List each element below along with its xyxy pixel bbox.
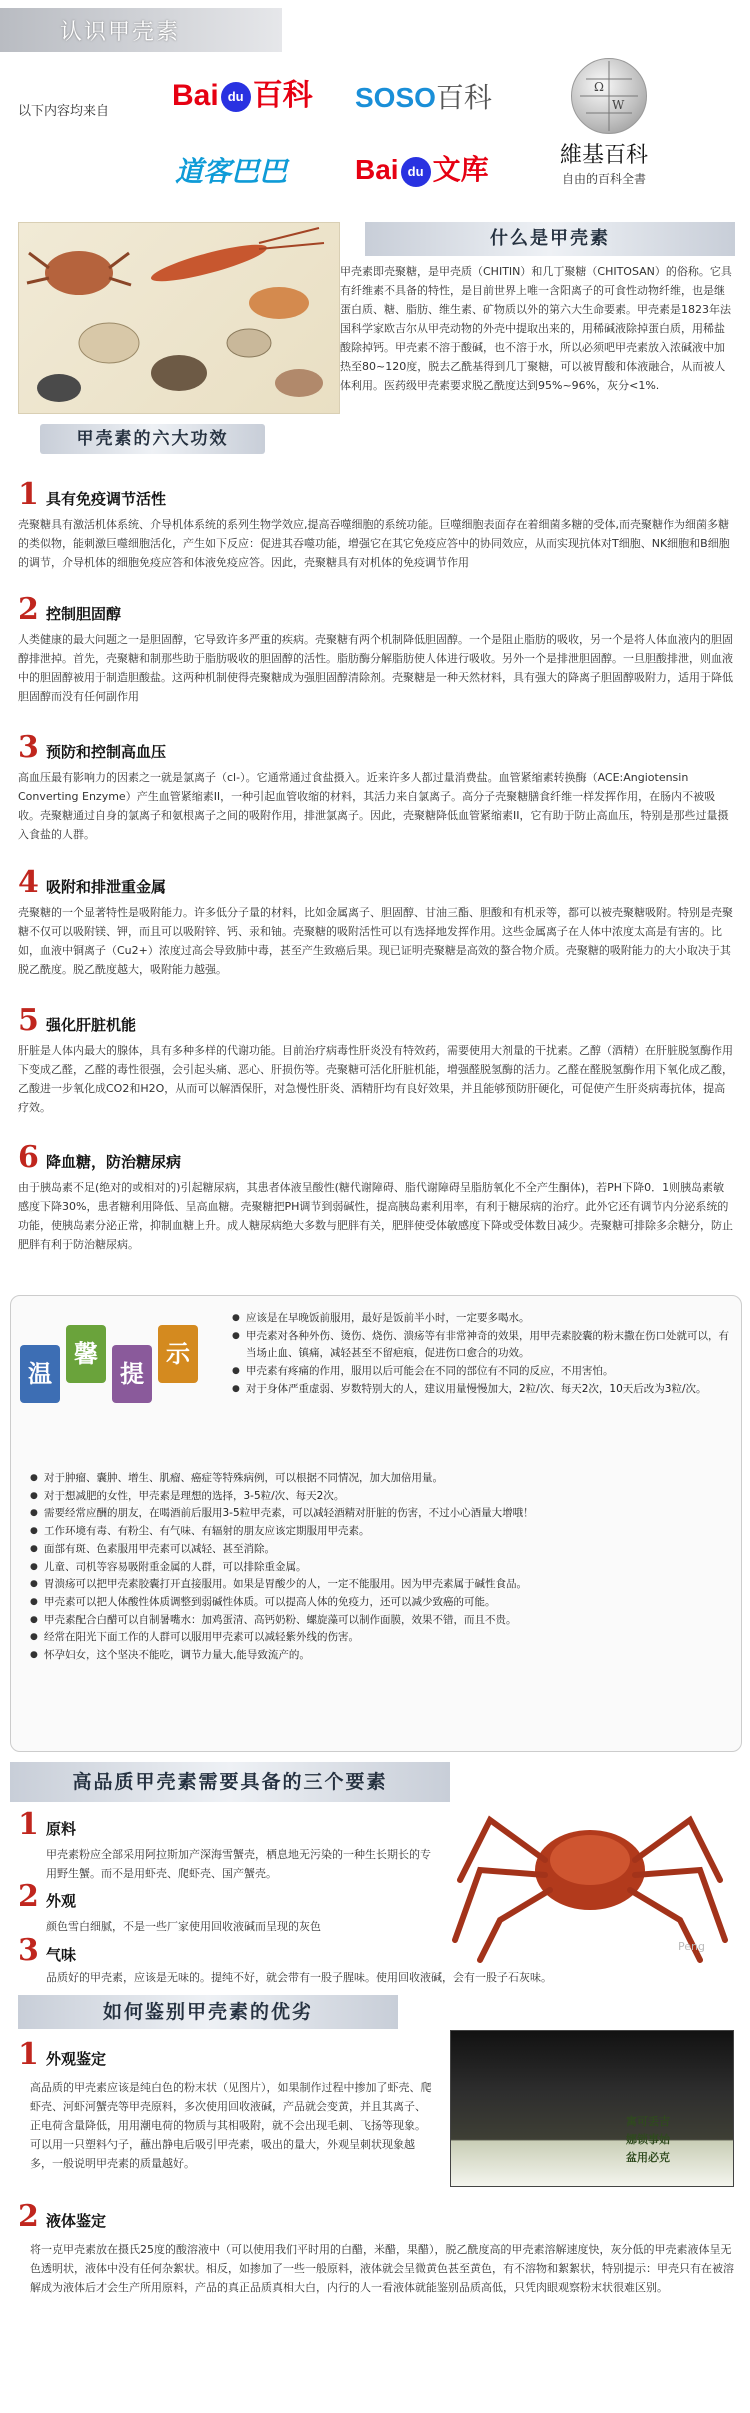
benefit-body: 壳聚糖的一个显著特性是吸附能力。许多低分子量的材料，比如金属离子、胆固醇、甘油三酯、胆酸和有机汞等，都可以被壳聚糖吸附。特别是壳聚糖不仅可以吸附镁、钾，而且可以吸附锌、钙、汞和铀。壳聚糖的吸附活性可以有选择地发挥作用。这些金属离子在人体中浓度太高是有害的。比如，血液中铜离子（Cu2+）浓度过高会导致肺中毒，甚至产生致癌后果。现已证明壳聚糖是高效的螯合物介质。壳聚糖的吸附能力的大小取决于其脱乙酰度。脱乙酰度越大，吸附能力越强。 — [18, 906, 733, 976]
wikipedia-globe-icon — [571, 58, 647, 134]
tip-item: ● 对于肿瘤、囊肿、增生、肌瘤、癌症等特殊病例，可以根据不同情况，加大加倍用量。 — [30, 1470, 730, 1488]
sources-note: 以下内容均来自 — [18, 104, 110, 119]
identify-heading: 如何鉴别甲壳素的优劣 — [18, 1995, 398, 2029]
tips-list-right — [232, 1310, 732, 1399]
tip-item: ● 经常在阳光下面工作的人群可以服用甲壳素可以减轻紫外线的伤害。 — [30, 1629, 730, 1647]
wikipedia-subtitle: 自由的百科全書 — [562, 172, 647, 186]
baidu-paw-icon: du — [401, 157, 431, 187]
tip-item: ● 面部有斑、色素服用甲壳素可以减轻、甚至消除。 — [30, 1541, 730, 1559]
soso-baike-logo: SOSO百科 — [355, 82, 492, 113]
baidu-paw-icon: du — [221, 82, 251, 112]
benefit-body: 肝脏是人体内最大的腺体，具有多种多样的代谢功能。目前治疗病毒性肝炎没有特效药，需要使用大剂量的干扰素。乙醇（酒精）在肝脏脱氢酶作用下变成乙醛，乙醛的毒性很强，会引起头痛、恶心、肝损伤等。壳聚糖可活化肝脏机能，增强醛脱氢酶的活力。乙醛在醛脱氢酶作用下氧化成乙酸，乙酸进一步氧化成CO2和H2O，从而可以解酒保肝，对急慢性肝炎、酒精肝均有良好效果，并且能够预防肝硬化，可促使产生肝炎病毒抗体，提高疗效。 — [18, 1044, 733, 1114]
identify-body: 高品质的甲壳素应该是纯白色的粉末状（见图片），如果制作过程中掺加了虾壳、爬虾壳、河虾河蟹壳等甲壳原料，多次使用回收液碱，产品就会变黄，并且其离子、正电荷含量降低，用用潮电荷的物质与其相吸附，就不会出现毛刺、飞扬等现象。可以用一只塑料勺子，蘸出静电后吸引甲壳素，吸出的量大，外观呈刺状现象越多，一般说明甲壳素的质量越好。 — [30, 2081, 432, 2170]
benefit-number: 4 — [18, 865, 39, 900]
benefit-body: 高血压最有影响力的因素之一就是氯离子（cl-）。它通常通过食盐摄入。近来许多人都过量消费盐。血管紧缩素转换酶（ACE:Angiotensin Converting Enzyme）产生血管紧缩素II，一种引起血管收缩的材料，其活力来自氯离子。高分子壳聚糖膳食纤维一样发挥作用，在肠内不被吸收。壳聚糖通过自身的氯离子和氨根离子之间的吸附作用，排泄氯离子。因此，壳聚糖降低血管紧缩素II，它有助于防止高血压，特别是那些过量摄入食盐的人群。 — [18, 771, 729, 841]
page-title: 认识甲壳素 — [60, 19, 181, 45]
tip-item: ● 对于想减肥的女性，甲壳素是理想的选择，3-5粒/次、每天2次。 — [30, 1488, 730, 1506]
six-benefits-heading: 甲壳素的六大功效 — [40, 424, 265, 454]
quality-number: 1 — [18, 1807, 39, 1842]
benefit-title: 吸附和排泄重金属 — [46, 878, 167, 896]
identify-title: 液体鉴定 — [46, 2212, 107, 2230]
benefit-title: 强化肝脏机能 — [46, 1016, 137, 1034]
tip-item: ● 工作环境有毒、有粉尘、有气味、有辐射的朋友应该定期服用甲壳素。 — [30, 1523, 730, 1541]
tip-item: ● 对于身体严重虚弱、岁数特别大的人，建议用量慢慢加大，2粒/次、每天2次，10天后改为3粒/次。 — [232, 1381, 732, 1399]
svg-text:Ω: Ω — [594, 80, 604, 94]
tip-item: ● 怀孕妇女，这个坚决不能吃，调节力量大,能导致流产的。 — [30, 1647, 730, 1665]
benefit-number: 2 — [18, 592, 39, 627]
photo-caption: 寓可丢吉 娜锁事始 盆用必克 — [626, 2115, 670, 2164]
tip-item: ● 甲壳素配合白醋可以自制暑嘴水：加鸡蛋清、高钙奶粉、螺旋藻可以制作面膜，效果不错，而且不贵。 — [30, 1612, 730, 1630]
tip-item: ● 胃溃疡可以把甲壳素胶囊打开直接服用。如果是胃酸少的人，一定不能服用。因为甲壳素属于碱性食品。 — [30, 1576, 730, 1594]
benefit-number: 5 — [18, 1003, 39, 1038]
chitin-powder-photo — [450, 2030, 734, 2187]
quality-body: 颜色雪白细腻，不是一些厂家使用回收液碱而呈现的灰色 — [46, 1920, 321, 1933]
quality-body: 品质好的甲壳素，应该是无味的。提纯不好，就会带有一股子腥味。使用回收液碱，会有一股子石灰味。 — [46, 1971, 552, 1984]
benefit-title: 降血糖，防治糖尿病 — [46, 1153, 182, 1171]
benefit-body: 人类健康的最大问题之一是胆固醇，它导致许多严重的疾病。壳聚糖有两个机制降低胆固醇。一个是阻止脂肪的吸收，另一个是将人体血液内的胆固醇排泄掉。首先，壳聚糖和制那些助于脂肪吸收的胆固醇的活性。脂肪酶分解脂肪使人体进行吸收。另外一个是排泄胆固醇。一旦胆酸排泄，则血液中的胆固醇被用于制造胆酸盐。这两种机制使得壳聚糖成为强胆固醇清除剂。壳聚糖是一种天然材料，具有强大的降离子胆固醇吸附力，适用于降低胆固醇而没有任何副作用 — [18, 633, 733, 703]
identify-title: 外观鉴定 — [46, 2050, 107, 2068]
warm-tips-graphic: 温 馨 提 示 — [20, 1315, 200, 1455]
baidu-wenku-logo: Bai du 文库 — [355, 154, 489, 185]
tip-item: ● 应该是在早晚饭前服用，最好是饭前半小时，一定要多喝水。 — [232, 1310, 732, 1328]
quality-number: 3 — [18, 1933, 39, 1968]
king-crab-photo — [450, 1790, 730, 1965]
benefit-body: 由于胰岛素不足(绝对的或相对的)引起糖尿病，其患者体液呈酸性(糖代谢障碍、脂代谢障碍呈脂肪氧化不全产生酮体)，若PH下降0．1则胰岛素敏感度下降30%，患者糖利用降低、呈高血糖。壳聚糖把PH调节到弱碱性，提高胰岛素利用率，有利于糖尿病的治疗。此外它还有调节内分泌系统的功能，使胰岛素分泌正常，抑制血糖上升。成人糖尿病绝大多数与肥胖有关，肥胖使受体敏感度下降或受体数目减少。壳聚糖可排除多余糖分，防止肥胖有利于防治糖尿病。 — [18, 1181, 733, 1251]
quality-number: 2 — [18, 1879, 39, 1914]
tip-item: ● 儿童、司机等容易吸附重金属的人群，可以排除重金属。 — [30, 1559, 730, 1577]
wikipedia-title: 維基百科 — [560, 143, 649, 168]
tip-item: ● 需要经常应酬的朋友，在喝酒前后服用3-5粒甲壳素，可以减轻酒精对肝脏的伤害，不过小心酒量大增哦！ — [30, 1505, 730, 1523]
benefit-number: 6 — [18, 1140, 39, 1175]
quality-title: 原料 — [46, 1820, 77, 1838]
benefit-number: 3 — [18, 730, 39, 765]
quality-body: 甲壳素粉应全部采用阿拉斯加产深海雪蟹壳，栖息地无污染的一种生长期长的专用野生蟹。而不是用虾壳、爬虾壳、国产蟹壳。 — [46, 1848, 431, 1880]
benefit-number: 1 — [18, 477, 39, 512]
svg-text:Peng: Peng — [678, 1940, 705, 1953]
quality-title: 气味 — [46, 1946, 77, 1964]
quality-title: 外观 — [46, 1892, 77, 1910]
identify-number: 1 — [18, 2037, 39, 2072]
tip-item: ● 甲壳素可以把人体酸性体质调整到弱碱性体质。可以提高人体的免疫力，还可以减少致癌的可能。 — [30, 1594, 730, 1612]
tip-item: ● 甲壳素有疼痛的作用，服用以后可能会在不同的部位有不同的反应，不用害怕。 — [232, 1363, 732, 1381]
identify-body: 将一克甲壳素放在摄氏25度的酸溶液中（可以使用我们平时用的白醋，米醋，果醋），脱乙酰度高的甲壳素溶解速度快，灰分低的甲壳素液体呈无色透明状，液体中没有任何杂絮状。相反，如掺加了一些一般原料，液体就会呈微黄色甚至黄色，有不溶物和絮絮状，特别提示：甲壳只有在被溶解成为液体后才会生产所用原料，产品的真正品质真相大白，内行的人一看液体就能鉴别品质高低，只凭肉眼观察粉末状很难区别。 — [30, 2243, 734, 2294]
svg-text:W: W — [612, 98, 625, 112]
quality-heading: 高品质甲壳素需要具备的三个要素 — [10, 1762, 450, 1802]
identify-number: 2 — [18, 2199, 39, 2234]
what-is-chitin-body: 甲壳素即壳聚糖，是甲壳质（CHITIN）和几丁聚糖（CHITOSAN）的俗称。它具有纤维素不具备的特性，是目前世界上唯一含阳离子的可食性动物纤维，也是继蛋白质、糖、脂肪、维生素、矿物质以外的第六大生命要素。甲壳素是1823年法国科学家欧吉尔从甲壳动物的外壳中提取出来的，用稀碱液除掉蛋白质，用稀盐酸除掉钙。甲壳素不溶于酸碱，也不溶于水，所以必须吧甲壳素放入浓碱液中加热至80~120度，脱去乙酰基得到几丁聚糖，可以被胃酸和体液融合，从而被人体利用。医药级甲壳素要求脱乙酰度达到95%~96%，灰分<1%. — [340, 265, 732, 392]
benefit-body: 壳聚糖具有激活机体系统、介导机体系统的系列生物学效应,提高吞噬细胞的系统功能。巨噬细胞表面存在着细菌多糖的受体,而壳聚糖作为细菌多糖的类似物，能刺激巨噬细胞活化，产生如下反应：促进其吞噬功能，增强它在其它免疫应答中的协同效应，从而实现抗体对T细胞、NK细胞和B细胞的调节，介导机体的细胞免疫应答和体液免疫应答。因此，壳聚糖具有对机体的免疫调节作用 — [18, 518, 730, 569]
tips-list-left — [30, 1470, 730, 1665]
daoke-logo: 道客巴巴 — [175, 156, 288, 187]
what-is-chitin-heading: 什么是甲壳素 — [365, 222, 735, 256]
tip-item: ● 甲壳素对各种外伤、烫伤、烧伤、溃疡等有非常神奇的效果，用甲壳素胶囊的粉末撒在伤口处就可以，有当场止血、镇痛，减轻甚至不留疤痕，促进伤口愈合的功效。 — [232, 1328, 732, 1363]
benefit-title: 具有免疫调节活性 — [46, 490, 167, 508]
crustacean-illustration — [18, 222, 340, 414]
baidu-baike-logo: Bai du 百科 — [172, 79, 313, 112]
header-banner — [0, 8, 282, 52]
benefit-title: 控制胆固醇 — [46, 605, 122, 623]
benefit-title: 预防和控制高血压 — [46, 743, 167, 761]
